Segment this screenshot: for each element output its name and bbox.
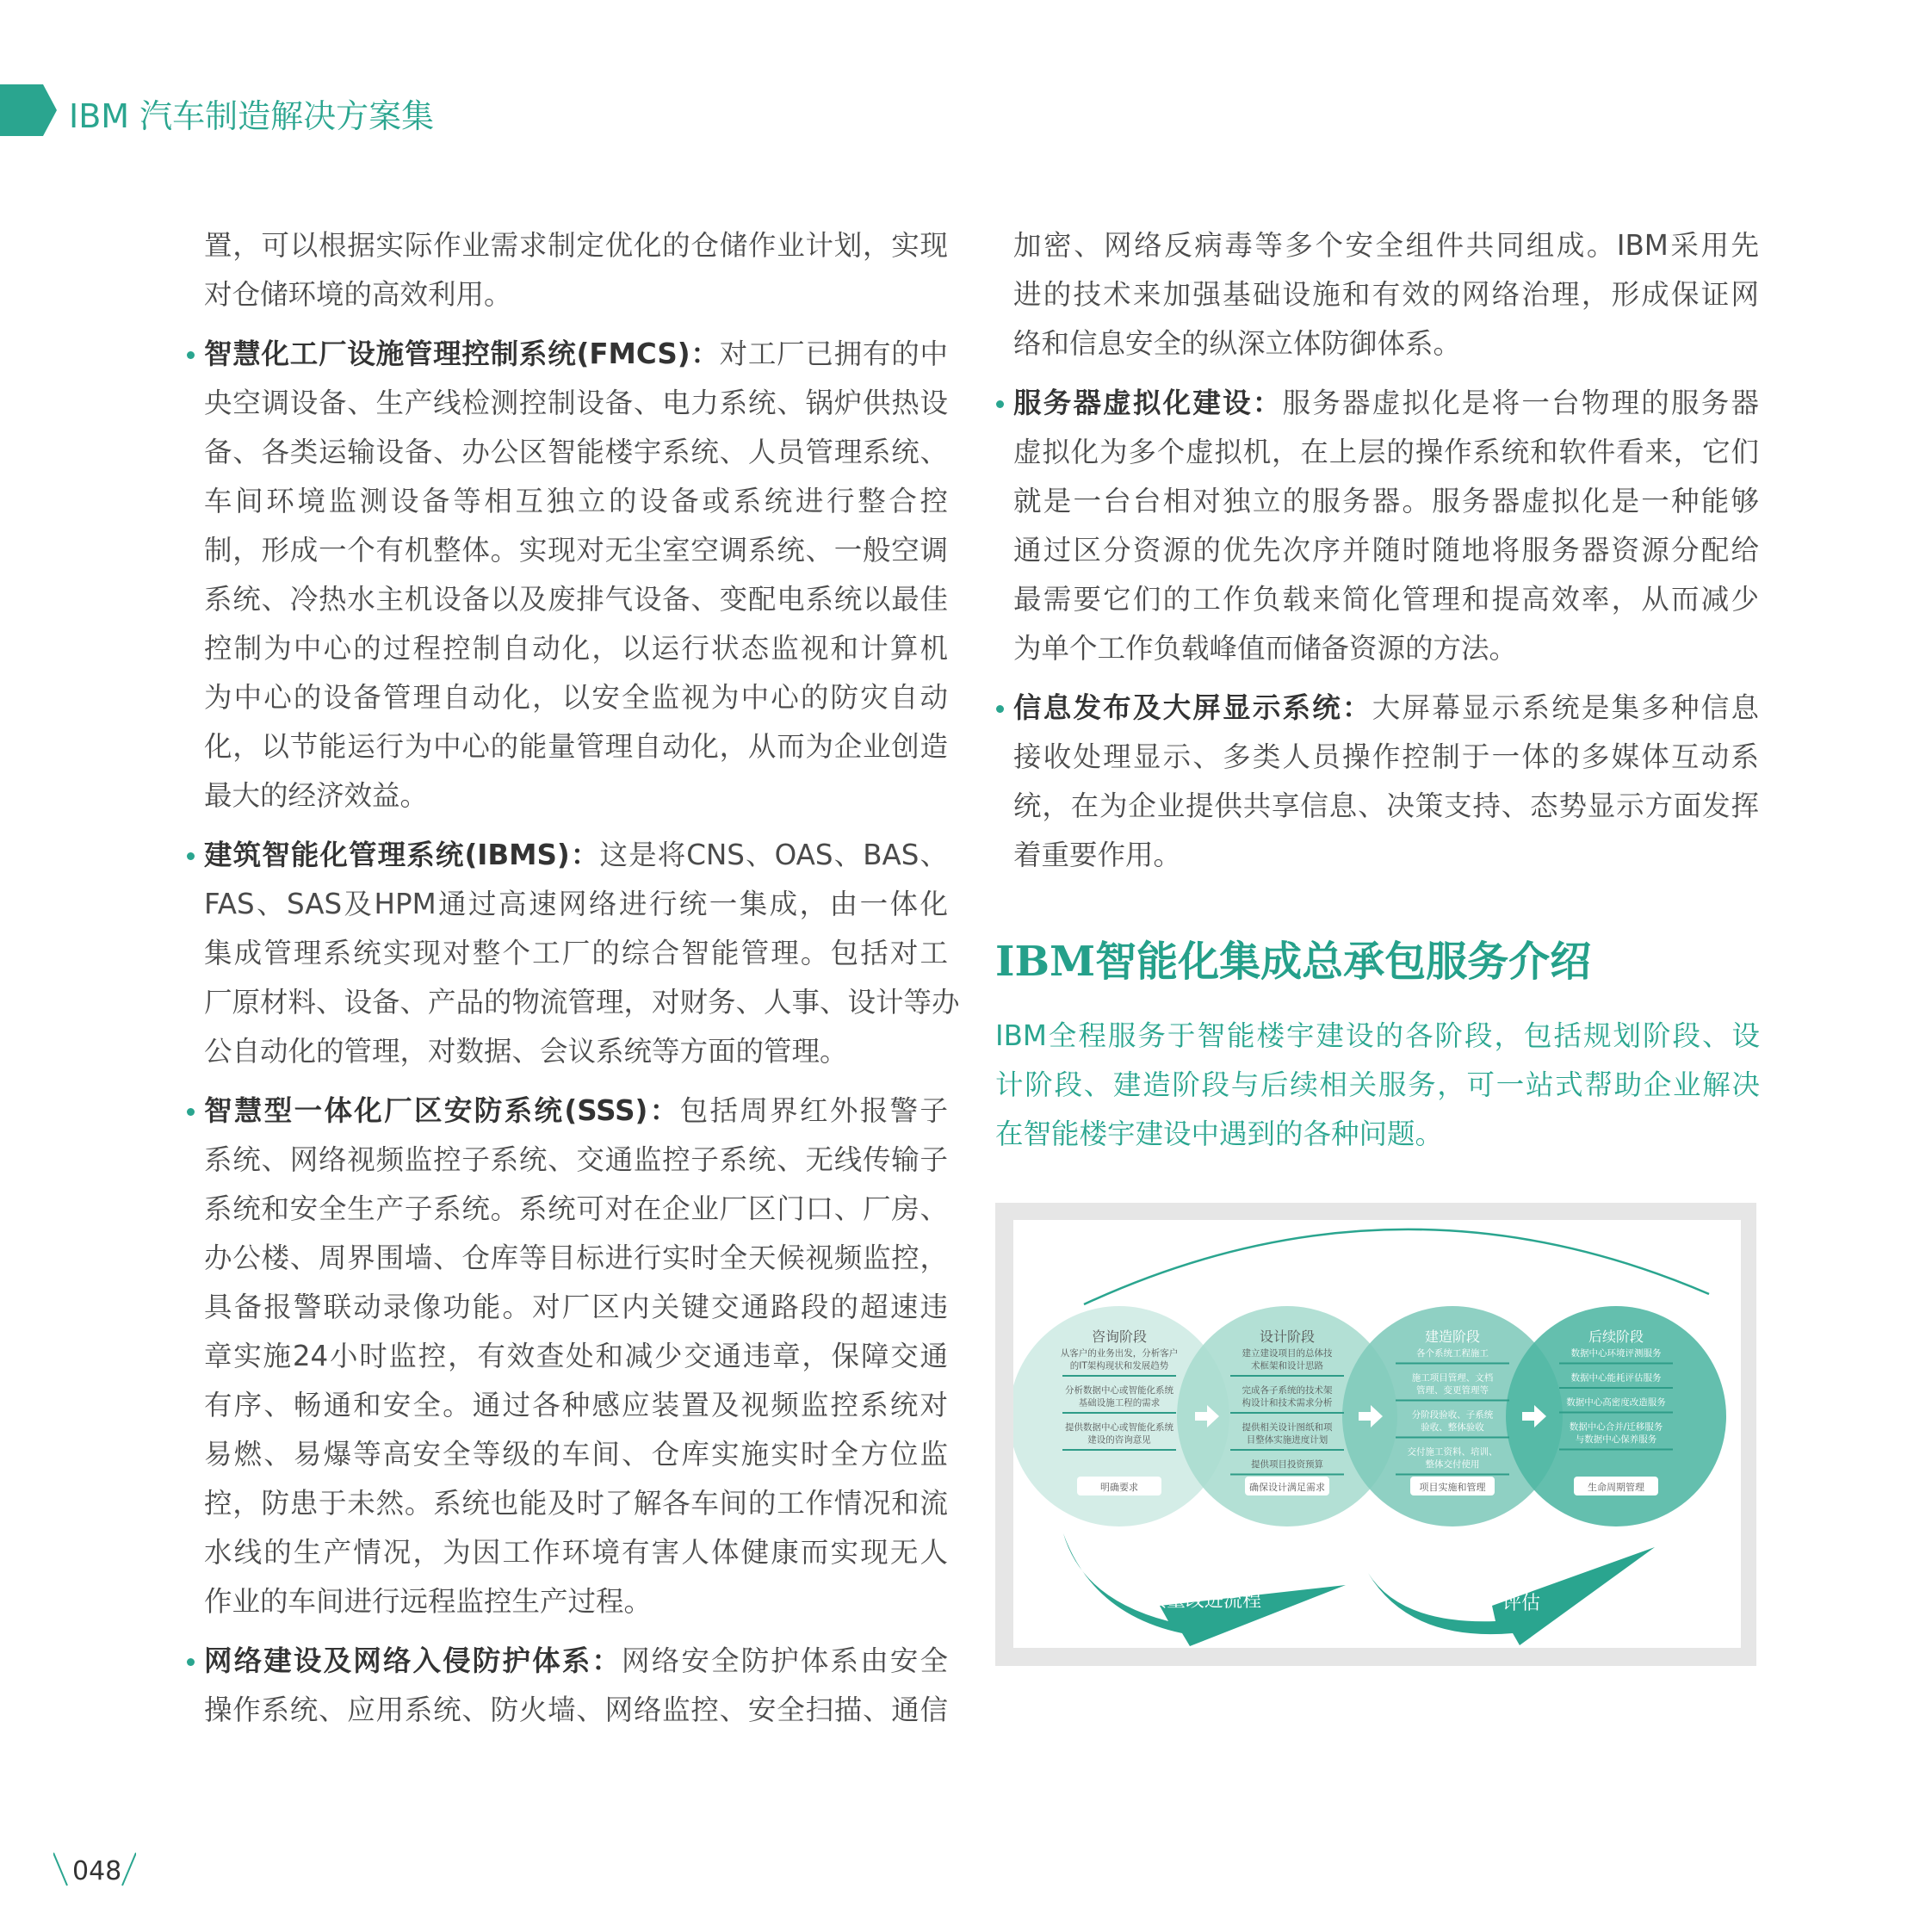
stage-item-text: 交付施工资料、培训、 — [1407, 1446, 1498, 1458]
text-line — [1013, 624, 1759, 673]
stage-title: 咨询阶段 — [1091, 1328, 1148, 1345]
line-text: 具备报警联动录像功能。对厂区内关键交通路段的超速违 — [204, 1291, 948, 1323]
line-text: 系统和安全生产子系统。系统可对在企业厂区门口、厂房、 — [204, 1192, 948, 1225]
header-tab-arrow — [0, 84, 57, 136]
line-text: 水线的生产情况，为因工作环境有害人体健康而实现无人 — [204, 1536, 948, 1569]
line-text: 网络安全防护体系由安全 — [622, 1644, 948, 1677]
line-text: 作业的车间进行远程监控生产过程。 — [204, 1585, 653, 1618]
line-text: FAS、SAS及HPM通过高速网络进行统一集成，由一体化 — [204, 888, 948, 920]
stage-item-text: 数据中心合并/迁移服务 — [1569, 1421, 1663, 1433]
text-line — [204, 526, 948, 575]
stage-item-text: 从客户的业务出发，分析客户 — [1060, 1348, 1179, 1359]
line-text: 置，可以根据实际作业需求制定优化的仓储作业计划，实现 — [204, 229, 948, 262]
stage-item-text: 整体交付使用 — [1425, 1459, 1480, 1470]
text-line — [204, 929, 948, 978]
stage-item-text: 与数据中心保养服务 — [1575, 1434, 1657, 1445]
paragraph — [204, 221, 948, 319]
bullet-dot-icon — [187, 1108, 195, 1116]
text-line — [204, 270, 948, 319]
item-heading: 服务器虚拟化建设： — [1013, 387, 1283, 419]
text-line — [204, 1234, 948, 1283]
text-line — [204, 1528, 948, 1577]
line-text: 统，在为企业提供共享信息、决策支持、态势显示方面发挥 — [1013, 790, 1759, 822]
stage-item-text: 提供数据中心或智能化系统 — [1065, 1422, 1173, 1433]
line-text: 着重要作用。 — [1013, 839, 1182, 871]
right-column — [1013, 221, 1759, 890]
text-line — [204, 1577, 948, 1626]
line-text: 虚拟化为多个虚拟机，在上层的操作系统和软件看来，它们 — [1013, 436, 1759, 468]
page-number: 048 — [72, 1856, 122, 1886]
text-line — [204, 1430, 948, 1479]
text-line — [1013, 782, 1759, 831]
line-text: 系统、冷热水主机设备以及废排气设备、变配电系统以最佳 — [204, 583, 948, 616]
line-text: 通过区分资源的优先次序并随时随地将服务器资源分配给 — [1013, 534, 1759, 567]
line-text: 包括周界红外报警子 — [679, 1094, 948, 1127]
bullet-dot-icon — [996, 705, 1004, 713]
line-text: 对仓储环境的高效利用。 — [204, 278, 512, 311]
stage-item-text: 完成各子系统的技术架 — [1242, 1385, 1333, 1396]
line-text: 控制为中心的过程控制自动化，以运行状态监视和计算机 — [204, 632, 948, 665]
stage-item-text: 构设计和技术需求分析 — [1242, 1397, 1333, 1409]
text-line — [204, 831, 948, 880]
line-text: 为中心的设备管理自动化，以安全监视为中心的防灾自动 — [204, 681, 948, 714]
flow-label: 评估 — [1502, 1593, 1541, 1614]
section-intro — [995, 1012, 1760, 1159]
stage-item-text: 分阶段验收、子系统 — [1411, 1409, 1494, 1421]
text-line — [1013, 428, 1759, 477]
text-line — [204, 978, 960, 1027]
line-text: 这是将CNS、OAS、BAS、 — [599, 839, 948, 871]
line-text: 化，以节能运行为中心的能量管理自动化，从而为企业创造 — [204, 730, 948, 763]
line-text: 易燃、易爆等高安全等级的车间、仓库实施实时全方位监 — [204, 1438, 948, 1471]
item-heading: 信息发布及大屏显示系统： — [1013, 691, 1372, 724]
text-line — [204, 221, 948, 270]
stage-item-text: 目整体实施进度计划 — [1246, 1434, 1328, 1446]
text-line — [204, 880, 948, 929]
line-text: 章实施24小时监控，有效查处和减少交通违章，保障交通 — [204, 1340, 948, 1372]
stage-item-text: 各个系统工程施工 — [1416, 1348, 1489, 1359]
bullet-item — [204, 1087, 948, 1626]
bullet-item — [204, 831, 960, 1076]
line-text: 加密、网络反病毒等多个安全组件共同组成。IBM采用先 — [1013, 229, 1759, 262]
text-line — [204, 1283, 948, 1332]
stage-item-text: 施工项目管理、文档 — [1411, 1372, 1494, 1384]
text-line — [204, 1027, 948, 1076]
text-line — [204, 1479, 948, 1528]
paragraph — [1013, 221, 1759, 368]
line-text: 公自动化的管理，对数据、会议系统等方面的管理。 — [204, 1035, 848, 1068]
text-line — [204, 1332, 948, 1381]
line-text: 操作系统、应用系统、防火墙、网络监控、安全扫描、通信 — [204, 1694, 948, 1726]
bullet-dot-icon — [187, 852, 195, 860]
text-line — [1013, 477, 1759, 526]
line-text: 为单个工作负载峰值而储备资源的方法。 — [1013, 632, 1518, 665]
section-title: IBM智能化集成总承包服务介绍 — [995, 938, 1592, 986]
text-line — [1013, 319, 1759, 368]
line-text: 大屏幕显示系统是集多种信息 — [1372, 691, 1759, 724]
stage-item-text: 建立建设项目的总体技 — [1242, 1348, 1333, 1359]
text-line — [204, 330, 948, 379]
stage-outcome-label: 项目实施和管理 — [1419, 1482, 1486, 1493]
line-text: 车间环境监测设备等相互独立的设备或系统进行整合控 — [204, 485, 948, 517]
text-line — [204, 771, 948, 820]
stage-item-text: 数据中心环境评测服务 — [1570, 1348, 1662, 1359]
stage-item-text: 建设的咨询意见 — [1087, 1434, 1151, 1446]
bullet-dot-icon — [187, 1658, 195, 1666]
stage-item-text: 提供项目投资预算 — [1251, 1459, 1323, 1470]
text-line — [1013, 575, 1759, 624]
stage-title: 设计阶段 — [1259, 1328, 1316, 1345]
text-line — [1013, 684, 1759, 733]
intro-line: 计阶段、建造阶段与后续相关服务，可一站式帮助企业解决 — [995, 1068, 1760, 1101]
item-heading: 智慧型一体化厂区安防系统(SSS)： — [204, 1094, 680, 1127]
service-phase-diagram — [995, 1203, 1756, 1666]
text-line — [1013, 831, 1759, 880]
text-line — [204, 673, 948, 722]
bullet-item — [1013, 684, 1759, 880]
item-heading: 网络建设及网络入侵防护体系： — [204, 1644, 622, 1677]
item-heading: 建筑智能化管理系统(IBMS)： — [204, 839, 600, 871]
text-line — [204, 1087, 948, 1136]
stage-item-text: 术框架和设计思路 — [1251, 1360, 1323, 1372]
stage-item-text: 数据中心能耗评估服务 — [1570, 1372, 1662, 1384]
text-line — [204, 1185, 948, 1234]
stage-outcome-label: 明确要求 — [1100, 1482, 1138, 1493]
text-line — [204, 1381, 948, 1430]
line-text: 最大的经济效益。 — [204, 779, 429, 812]
stage-item-text: 提供相关设计图纸和项 — [1242, 1422, 1333, 1433]
stage-outcome-label: 确保设计满足需求 — [1249, 1482, 1325, 1493]
text-line — [204, 1686, 948, 1735]
bullet-item — [204, 1637, 948, 1735]
page-number-badge — [53, 1851, 136, 1894]
stage-item-text: 的IT架构现状和发展趋势 — [1069, 1360, 1169, 1372]
line-text: 厂原材料、设备、产品的物流管理，对财务、人事、设计等办 — [204, 986, 960, 1019]
text-line — [204, 1637, 948, 1686]
stage-item-text: 分析数据中心或智能化系统 — [1065, 1385, 1173, 1396]
bullet-item — [204, 330, 948, 820]
text-line — [1013, 526, 1759, 575]
stage-outcome-label: 生命周期管理 — [1588, 1482, 1644, 1493]
text-line — [204, 428, 948, 477]
stage-title: 建造阶段 — [1424, 1328, 1481, 1345]
line-text: 央空调设备、生产线检测控制设备、电力系统、锅炉供热设 — [204, 387, 948, 419]
line-text: 控，防患于未然。系统也能及时了解各车间的工作情况和流 — [204, 1487, 948, 1520]
line-text: 有序、畅通和安全。通过各种感应装置及视频监控系统对 — [204, 1389, 948, 1421]
bullet-dot-icon — [996, 400, 1004, 408]
line-text: 服务器虚拟化是将一台物理的服务器 — [1282, 387, 1759, 419]
line-text: 办公楼、周界围墙、仓库等目标进行实时全天候视频监控， — [204, 1242, 948, 1274]
line-text: 最需要它们的工作负载来简化管理和提高效率，从而减少 — [1013, 583, 1759, 616]
bullet-dot-icon — [187, 351, 195, 359]
left-column — [204, 221, 960, 1745]
phase-diagram-svg — [1013, 1220, 1741, 1648]
header-title: IBM 汽车制造解决方案集 — [69, 97, 435, 135]
text-line — [204, 477, 948, 526]
text-line — [204, 1136, 948, 1185]
text-line — [204, 575, 948, 624]
stage-item-text: 管理、变更管理等 — [1416, 1385, 1489, 1396]
stage-item-text: 基础设施工程的需求 — [1078, 1397, 1161, 1409]
intro-line: IBM全程服务于智能楼宇建设的各阶段，包括规划阶段、设 — [995, 1019, 1760, 1052]
flow-label: 质量改进流程 — [1147, 1590, 1262, 1612]
stage-title: 后续阶段 — [1588, 1328, 1644, 1345]
item-heading: 智慧化工厂设施管理控制系统(FMCS)： — [204, 337, 720, 370]
line-text: 备、各类运输设备、办公区智能楼宇系统、人员管理系统、 — [204, 436, 948, 468]
line-text: 进的技术来加强基础设施和有效的网络治理，形成保证网 — [1013, 278, 1759, 311]
line-text: 制，形成一个有机整体。实现对无尘室空调系统、一般空调 — [204, 534, 948, 567]
stage-item-text: 数据中心高密度改造服务 — [1566, 1397, 1666, 1408]
intro-line: 在智能楼宇建设中遇到的各种问题。 — [995, 1118, 1444, 1150]
bullet-item — [1013, 379, 1759, 673]
cycle-arc — [1084, 1229, 1709, 1304]
line-text: 络和信息安全的纵深立体防御体系。 — [1013, 327, 1462, 360]
text-line — [1013, 221, 1759, 270]
line-text: 就是一台台相对独立的服务器。服务器虚拟化是一种能够 — [1013, 485, 1759, 517]
stage-item-text: 验收、整体验收 — [1421, 1422, 1484, 1433]
line-text: 对工厂已拥有的中 — [719, 337, 948, 370]
text-line — [204, 722, 948, 771]
text-line — [204, 624, 948, 673]
text-line — [1013, 270, 1759, 319]
text-line — [204, 379, 948, 428]
line-text: 系统、网络视频监控子系统、交通监控子系统、无线传输子 — [204, 1143, 948, 1176]
text-line — [1013, 379, 1759, 428]
text-line — [1013, 733, 1759, 782]
line-text: 集成管理系统实现对整个工厂的综合智能管理。包括对工 — [204, 937, 948, 969]
line-text: 接收处理显示、多类人员操作控制于一体的多媒体互动系 — [1013, 740, 1759, 773]
